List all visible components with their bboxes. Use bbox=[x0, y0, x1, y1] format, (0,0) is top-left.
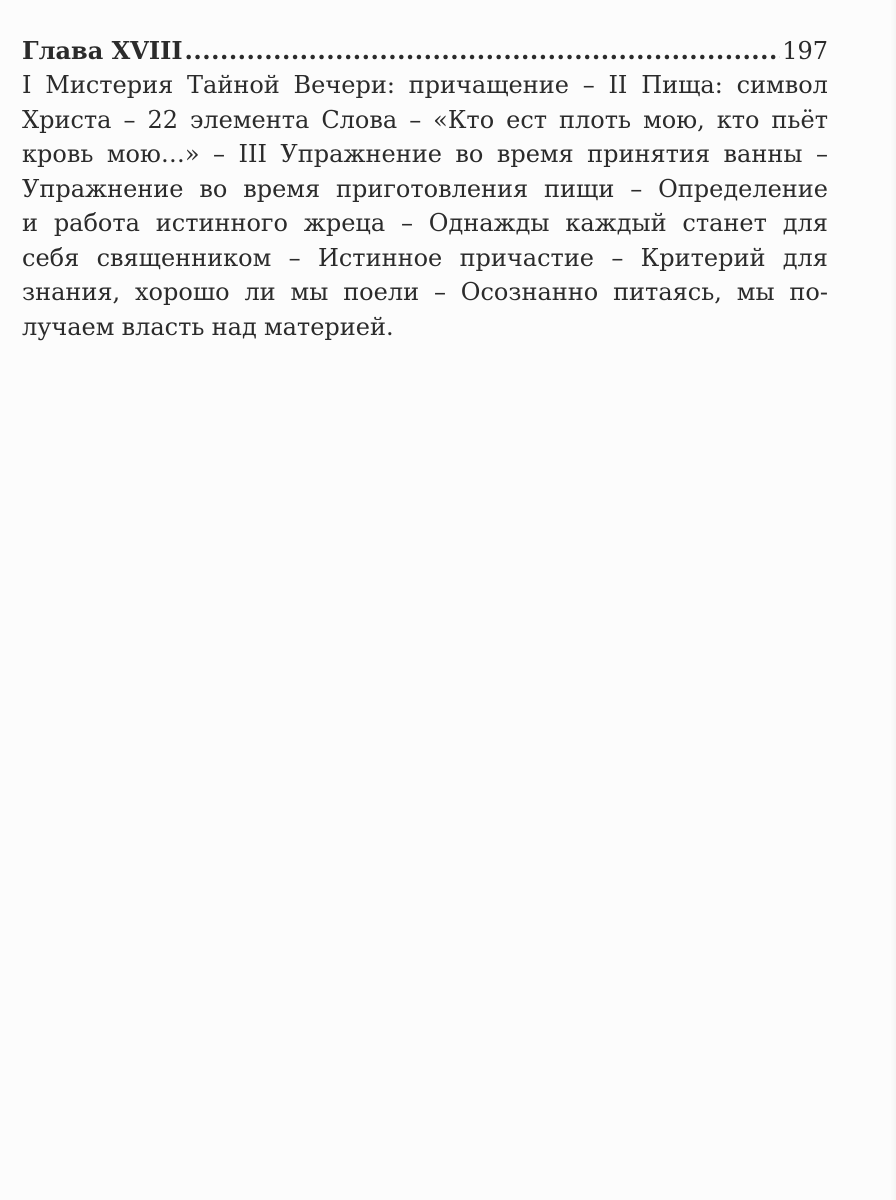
description-word: – bbox=[433, 278, 446, 306]
description-word: мою, bbox=[643, 105, 705, 134]
description-word: власть bbox=[121, 312, 205, 341]
description-line bbox=[22, 172, 828, 207]
description-word: и bbox=[22, 209, 38, 237]
description-word: Упражнение bbox=[280, 140, 442, 168]
description-line bbox=[22, 137, 828, 172]
description-word: – bbox=[611, 243, 624, 272]
description-word: кто bbox=[716, 105, 760, 134]
description-word: «Кто bbox=[433, 105, 495, 134]
description-word: мою…» bbox=[106, 140, 200, 168]
description-word: хорошо bbox=[135, 278, 230, 306]
description-word: время bbox=[496, 140, 574, 168]
description-line bbox=[22, 103, 828, 138]
description-word: для bbox=[782, 209, 828, 237]
description-word: материей. bbox=[263, 312, 394, 341]
description-word: принятия bbox=[587, 140, 711, 168]
description-word: III bbox=[238, 140, 267, 168]
toc-entry bbox=[22, 34, 828, 344]
description-word: поели bbox=[343, 278, 420, 306]
description-word: – bbox=[213, 140, 226, 168]
description-word: станет bbox=[682, 209, 767, 237]
description-word: мы bbox=[736, 278, 775, 306]
description-word: знания, bbox=[22, 278, 121, 306]
description-word: себя bbox=[22, 243, 80, 272]
description-word: Тайной bbox=[187, 71, 280, 99]
description-word: – bbox=[123, 105, 136, 134]
description-word: причащение bbox=[408, 71, 569, 99]
description-word: символ bbox=[736, 71, 828, 99]
description-word: Вечери: bbox=[293, 71, 395, 99]
description-line bbox=[22, 275, 828, 310]
description-word: ли bbox=[244, 278, 276, 306]
chapter-title: Глава XVIII bbox=[22, 36, 183, 65]
description-word: – bbox=[400, 209, 413, 237]
description-word: пищи bbox=[544, 174, 615, 203]
description-line bbox=[22, 241, 828, 276]
description-word: – bbox=[582, 71, 595, 99]
description-word: – bbox=[630, 174, 643, 203]
page-number: 197 bbox=[782, 37, 828, 65]
description-word: приготовления bbox=[335, 174, 529, 203]
description-line bbox=[22, 206, 828, 241]
description-word: плоть bbox=[559, 105, 632, 134]
description-word: для bbox=[782, 243, 828, 272]
description-word: лучаем bbox=[22, 312, 115, 341]
description-word: истинного bbox=[155, 209, 288, 237]
description-line bbox=[22, 68, 828, 103]
description-word: Критерий bbox=[640, 243, 766, 272]
description-word: каждый bbox=[565, 209, 667, 237]
description-word: Пища: bbox=[641, 71, 723, 99]
description-word: во bbox=[455, 140, 484, 168]
description-word: время bbox=[243, 174, 321, 203]
description-word: – bbox=[409, 105, 422, 134]
dot-leader bbox=[185, 34, 781, 68]
description-word: Однажды bbox=[428, 209, 550, 237]
description-word: Христа bbox=[22, 105, 112, 134]
description-word: Осознанно bbox=[460, 278, 599, 306]
description-word: I bbox=[22, 71, 32, 99]
description-word: питаясь, bbox=[613, 278, 722, 306]
toc-heading[interactable] bbox=[22, 34, 828, 68]
description-line bbox=[22, 310, 828, 345]
description-word: пьёт bbox=[771, 105, 828, 134]
description-word: Определение bbox=[658, 174, 828, 203]
description-word: – bbox=[288, 243, 301, 272]
description-word: священником bbox=[96, 243, 272, 272]
description-word: работа bbox=[53, 209, 140, 237]
description-word: мы bbox=[290, 278, 329, 306]
page-edge-shadow bbox=[890, 0, 896, 1200]
description-word: кровь bbox=[22, 140, 94, 168]
description-word: жреца bbox=[303, 209, 386, 237]
description-word: Слова bbox=[321, 105, 398, 134]
description-word: причастие bbox=[459, 243, 595, 272]
description-word: во bbox=[199, 174, 228, 203]
description-word: 22 bbox=[147, 105, 178, 134]
description-word: Мистерия bbox=[45, 71, 174, 99]
description-word: Упражнение bbox=[22, 174, 184, 203]
chapter-description bbox=[22, 68, 828, 344]
description-word: Истинное bbox=[317, 243, 443, 272]
description-word: ест bbox=[506, 105, 548, 134]
description-word: II bbox=[608, 71, 628, 99]
description-word: над bbox=[211, 312, 257, 341]
description-word: – bbox=[815, 140, 828, 168]
description-word: по- bbox=[789, 278, 828, 306]
description-word: элемента bbox=[189, 105, 310, 134]
description-word: ванны bbox=[723, 140, 803, 168]
